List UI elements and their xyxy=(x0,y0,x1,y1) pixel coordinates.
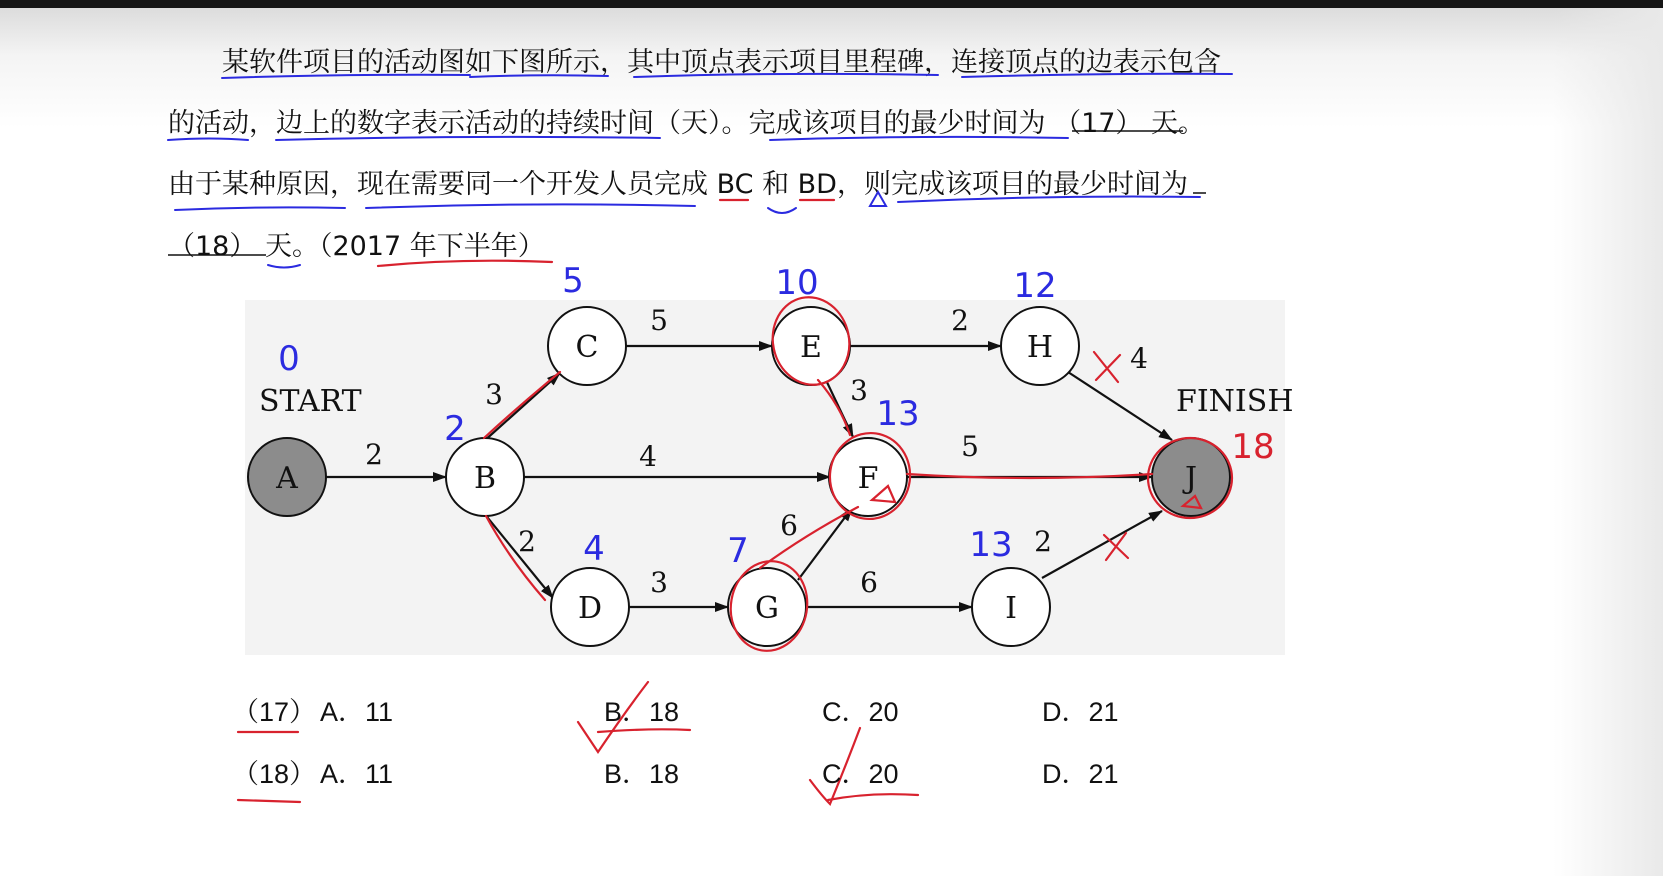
edge-eh-weight: 2 xyxy=(951,304,969,337)
question-line-1: 某软件项目的活动图如下图所示，其中顶点表示项目里程碑，连接顶点的边表示包含 xyxy=(222,47,1221,78)
node-b-label: B xyxy=(473,461,497,496)
q17-option-d[interactable]: D．21 xyxy=(1042,697,1119,727)
underline-1d xyxy=(962,74,1232,77)
underline-2a xyxy=(168,139,248,141)
underline-3a xyxy=(175,207,345,210)
node-e-label: E xyxy=(800,330,822,365)
annotation-c: 5 xyxy=(562,261,584,301)
underline-2b xyxy=(276,137,660,140)
underline-3c xyxy=(898,197,1200,202)
node-j-label: J xyxy=(1184,461,1198,496)
mark-d-triangle xyxy=(870,192,886,206)
underline-1b xyxy=(470,75,608,77)
underline-q17-b xyxy=(598,729,690,732)
node-c-label: C xyxy=(575,330,599,365)
q17-number: （17） xyxy=(232,697,317,727)
node-d-label: D xyxy=(577,591,603,626)
question-line-3: 由于某种原因，现在需要同一个开发人员完成 BC 和 BD，则完成该项目的最少时间为 xyxy=(168,169,1188,200)
q17-option-b[interactable]: B．18 xyxy=(604,697,680,727)
q17-option-a[interactable]: A．11 xyxy=(320,697,394,727)
edge-ef-weight: 3 xyxy=(850,374,868,407)
q18-option-a[interactable]: A．11 xyxy=(320,759,394,789)
q18-option-c[interactable]: C．20 xyxy=(822,759,899,789)
annotation-j: 18 xyxy=(1231,427,1275,467)
node-f-label: F xyxy=(857,461,879,496)
node-a-label: A xyxy=(276,461,298,496)
q17-option-c[interactable]: C．20 xyxy=(822,697,899,727)
edge-bc-weight: 3 xyxy=(485,378,503,411)
underline-3b xyxy=(366,204,695,208)
mark-b-triangle xyxy=(768,208,796,213)
node-i-label: I xyxy=(1005,591,1017,626)
edge-hj-weight: 4 xyxy=(1130,342,1148,375)
edge-bf-weight: 4 xyxy=(639,440,657,473)
annotation-a: 0 xyxy=(278,339,300,379)
finish-label: FINISH xyxy=(1176,384,1294,419)
edge-fj-weight: 5 xyxy=(961,430,979,463)
underline-1c xyxy=(634,74,938,77)
node-g-label: G xyxy=(755,591,779,626)
edge-gi-weight: 6 xyxy=(860,566,878,599)
underline-q18 xyxy=(238,800,300,802)
edge-ij-weight: 2 xyxy=(1034,525,1052,558)
edge-ab-weight: 2 xyxy=(365,438,383,471)
annotation-d: 4 xyxy=(583,529,605,569)
edge-bd-weight: 2 xyxy=(518,525,536,558)
annotation-i: 13 xyxy=(969,525,1013,565)
underline-4a xyxy=(268,265,300,268)
underline-q18-c xyxy=(828,794,918,800)
q18-option-b[interactable]: B．18 xyxy=(604,759,680,789)
underline-1a xyxy=(222,75,470,78)
start-label: START xyxy=(259,384,362,419)
question-line-4: （18） 天。（2017 年下半年） xyxy=(168,231,545,262)
annotation-h: 12 xyxy=(1013,266,1057,306)
annotation-e: 10 xyxy=(775,263,819,303)
q18-option-d[interactable]: D．21 xyxy=(1042,759,1119,789)
annotation-b: 2 xyxy=(444,409,466,449)
edge-ce-weight: 5 xyxy=(650,304,668,337)
edge-dg-weight: 3 xyxy=(650,566,668,599)
underline-2c xyxy=(770,137,1068,140)
node-h-label: H xyxy=(1026,330,1054,365)
annotation-g: 7 xyxy=(727,531,749,571)
edge-gf-weight: 6 xyxy=(780,509,798,542)
q18-number: （18） xyxy=(232,759,317,789)
annotation-f: 13 xyxy=(876,394,920,434)
question-line-2: 的活动，边上的数字表示活动的持续时间（天）。完成该项目的最少时间为 （17） 天。 xyxy=(168,108,1206,139)
underline-year xyxy=(378,261,552,266)
